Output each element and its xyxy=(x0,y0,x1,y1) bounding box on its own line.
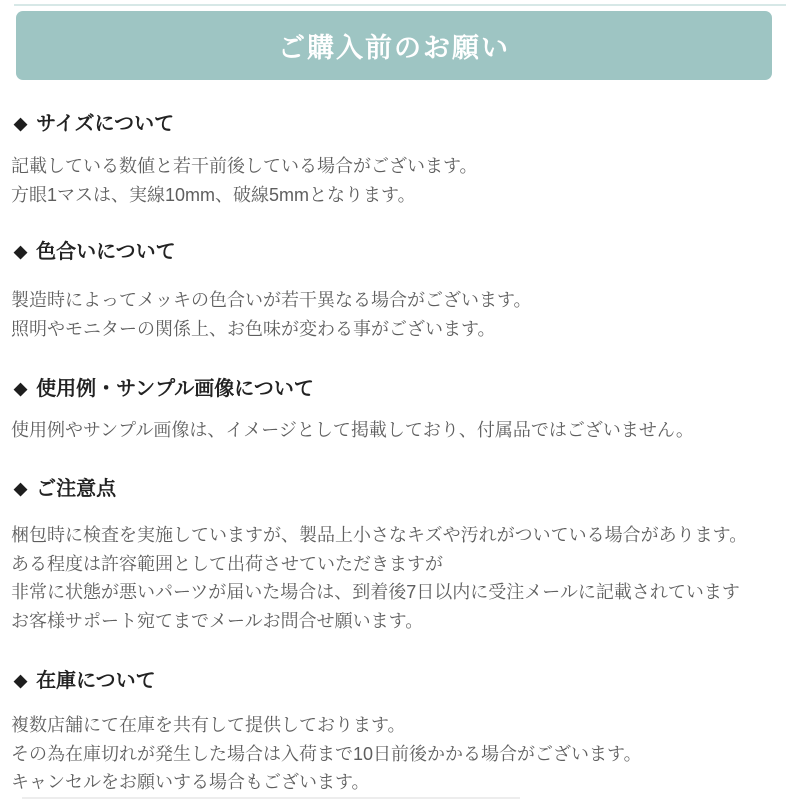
section-body-cautions xyxy=(11,521,794,635)
section-title: サイズについて xyxy=(36,113,175,135)
body-line: 照明やモニターの関係上、お色味が変わる事がございます。 xyxy=(11,318,496,339)
top-divider xyxy=(14,4,786,6)
body-line: 梱包時に検査を実施していますが、製品上小さなキズや汚れがついている場合があります。 xyxy=(11,525,748,545)
section-title: 在庫について xyxy=(36,670,156,692)
notice-banner xyxy=(16,11,772,80)
body-line: その為在庫切れが発生した場合は入荷まで10日前後かかる場合がございます。 xyxy=(11,743,642,764)
section-heading-size xyxy=(14,107,790,136)
body-line: 方眼1マスは、実線10mm、破線5mmとなります。 xyxy=(11,184,416,205)
body-line: 複数店舗にて在庫を共有して提供しております。 xyxy=(11,715,406,735)
section-body-color xyxy=(11,286,794,343)
section-title: 使用例・サンプル画像について xyxy=(36,378,314,400)
body-line: ある程度は許容範囲として出荷させていただきますが xyxy=(11,553,443,574)
section-title: ご注意点 xyxy=(36,478,117,500)
body-line: キャンセルをお願いする場合もございます。 xyxy=(11,772,370,792)
diamond-bullet-icon: ◆ xyxy=(14,671,28,690)
section-body-size xyxy=(11,152,794,209)
body-line: 記載している数値と若干前後している場合がございます。 xyxy=(11,156,478,176)
body-line: 使用例やサンプル画像は、イメージとして掲載しており、付属品ではございません。 xyxy=(11,420,694,440)
section-heading-color xyxy=(14,235,790,264)
section-body-sample-images xyxy=(11,416,794,445)
section-body-stock xyxy=(11,711,794,797)
diamond-bullet-icon: ◆ xyxy=(14,379,28,398)
section-heading-stock xyxy=(14,664,790,693)
body-line: 製造時によってメッキの色合いが若干異なる場合がございます。 xyxy=(11,290,532,310)
section-title: 色合いについて xyxy=(36,241,176,263)
diamond-bullet-icon: ◆ xyxy=(14,479,28,498)
diamond-bullet-icon: ◆ xyxy=(14,114,28,133)
body-line: お客様サポート宛てまでメールお問合せ願います。 xyxy=(11,610,424,631)
body-line: 非常に状態が悪いパーツが届いた場合は、到着後7日以内に受注メールに記載されています xyxy=(11,582,740,602)
bottom-divider xyxy=(22,797,520,799)
notice-banner-title: ご購入前のお願い xyxy=(278,33,510,63)
section-heading-sample-images xyxy=(14,372,790,401)
section-heading-cautions xyxy=(14,472,790,501)
diamond-bullet-icon: ◆ xyxy=(14,242,28,261)
